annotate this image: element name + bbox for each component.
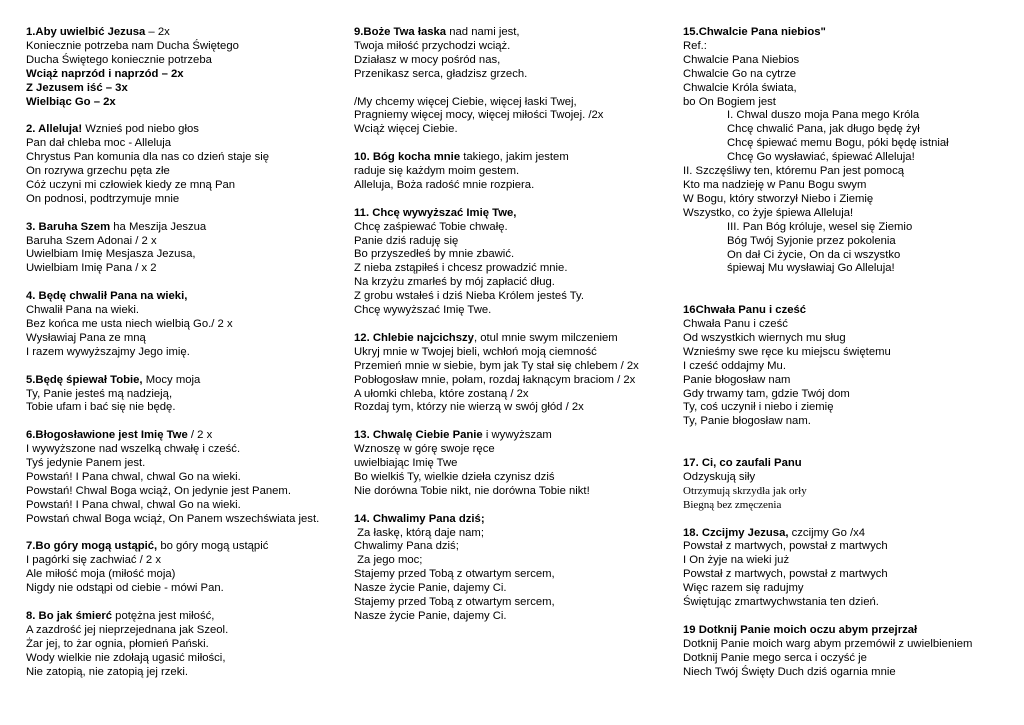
song-line: II. Szczęśliwy ten, któremu Pan jest pomocą [683,165,905,178]
song-title: 17. Ci, co zaufali Panu [683,457,802,470]
song-9 [354,26,672,137]
song-line: Niech Twój Święty Duch dziś ogarnia mnie [683,665,896,678]
song-line: Nie zatopią, nie zatopią jej rzeki. [26,665,189,678]
song-line: On podnosi, podtrzymuje mnie [26,192,180,205]
song-line: Chcę wywyższać Imię Twe. [354,304,492,317]
song-title-rest: Mocy moja [142,373,201,386]
song-title-rest: Wznieś pod niebo głos [82,123,199,136]
song-line: Bo wielkiś Ty, wielkie dzieła czynisz dziś [354,470,555,483]
song-title-rest: nad nami jest, [446,26,520,38]
song-line: Cóż uczyni mi człowiek kiedy ze mną Pan [26,178,236,191]
song-15 [683,26,1013,276]
song-line: /My chcemy więcej Ciebie, więcej łaski Twej, [354,95,577,108]
song-title: 3. Baruha Szem [26,220,111,233]
song-line: Biegną bez zmęczenia [683,498,782,511]
song-13 [354,429,672,499]
song-line: Przemień mnie w siebie, bym jak Ty stał się chlebem / 2x [354,359,639,372]
song-line: Powstań chwal Boga wciąż, On Panem wszechświata jest. [26,512,320,525]
song-line: Ty, Panie jesteś mą nadzieją, [26,387,173,400]
song-line: Nasze życie Panie, dajemy Ci. [354,582,507,595]
song-line: Nasze życie Panie, dajemy Ci. [354,609,507,622]
song-line: Za jego moc; [354,554,423,567]
song-line: Żar jej, to żar ognia, płomień Pański. [26,637,209,650]
song-title: 16Chwała Panu i cześć [683,304,807,317]
column-right [683,26,1013,693]
song-line: Przenikasz serca, gładzisz grzech. [354,67,528,80]
song-line-blank [354,82,672,96]
song-title: 6.Błogosławione jest Imię Twe [26,429,188,442]
song-line: Otrzymują skrzydła jak orły [683,484,807,497]
song-line: uwielbiając Imię Twe [354,457,458,470]
song-title-rest: potężna jest miłość, [112,609,215,622]
song-line: Bóg Twój Syjonie przez pokolenia [727,234,896,247]
song-line: Rozdaj tym, którzy nie wierzą w swój głód / 2x [354,401,584,414]
song-line: raduje się każdym moim gestem. [354,165,520,178]
song-line: Wznieśmy swe ręce ku miejscu świętemu [683,345,891,358]
song-title: 15.Chwalcie Pana niebios" [683,26,826,38]
song-line: Nigdy nie odstąpi od ciebie - mówi Pan. [26,582,224,595]
song-line: Koniecznie potrzeba nam Ducha Świętego [26,39,239,52]
song-line: Wznoszę w górę swoje ręce [354,443,495,456]
song-title: 5.Będę śpiewał Tobie, [26,373,143,386]
song-title: 19 Dotknij Panie moich oczu abym przejrzał [683,623,918,636]
song-line: On dał Ci życie, On da ci wszystko [727,248,901,261]
song-title-rest: i wywyższam [482,429,552,442]
song-line: Wysławiaj Pana ze mną [26,331,146,344]
song-line: A ułomki chleba, które zostaną / 2x [354,387,529,400]
song-3 [26,221,344,277]
song-line: Za łaskę, którą daje nam; [354,526,484,539]
song-line: Stajemy przed Tobą z otwartym sercem, [354,596,555,609]
song-title-rest: , otul mnie swym milczeniem [473,331,618,344]
song-line: Panie błogosław nam [683,373,791,386]
song-line: Tyś jedynie Panem jest. [26,457,146,470]
song-10 [354,151,672,193]
song-line: I pagórki się zachwiać / 2 x [26,554,161,567]
song-title-rest: – 2x [145,26,170,38]
song-line: Chwalcie Go na cytrze [683,67,797,80]
song-title: 2. Alleluja! [26,123,83,136]
song-line: Więc razem się radujmy [683,582,804,595]
song-line: Bez końca me usta niech wielbią Go./ 2 x [26,317,233,330]
song-line: Działasz w mocy pośród nas, [354,53,501,66]
song-title: 13. Chwalę Ciebie Panie [354,429,483,442]
song-line: Powstań! Chwal Boga wciąż, On jedynie jest Panem. [26,484,291,497]
song-title: 1.Aby uwielbić Jezusa [26,26,146,38]
song-line: Dotknij Panie mego serca i oczyść je [683,651,867,664]
song-line: Ducha Świętego koniecznie potrzeba [26,53,212,66]
song-line: Świętując zmartwychwstania ten dzień. [683,596,879,609]
song-14 [354,513,672,624]
song-line: Stajemy przed Tobą z otwartym sercem, [354,568,555,581]
song-line: Dotknij Panie moich warg abym przemówił z uwielbieniem [683,637,973,650]
song-2 [26,123,344,206]
song-line: śpiewaj Mu wysławiaj Go Alleluja! [727,262,895,275]
song-1 [26,26,344,109]
song-4 [26,290,344,360]
song-line: Kto ma nadzieję w Panu Bogu swym [683,178,867,191]
song-line: Alleluja, Boża radość mnie rozpiera. [354,178,535,191]
song-line: A zazdrość jej nieprzejednana jak Szeol. [26,623,229,636]
song-line: Pan dał chleba moc - Alleluja [26,137,172,150]
song-title: 10. Bóg kocha mnie [354,151,461,164]
song-line: Pragniemy więcej mocy, więcej miłości Twojej. /2x [354,109,604,122]
song-title: 18. Czcijmy Jezusa, [683,526,789,539]
song-line: Odzyskują siły [683,470,756,483]
song-line: I On żyje na wieki już [683,554,790,567]
song-line: Chcę śpiewać memu Bogu, póki będę istniał [727,137,949,150]
song-title-rest: takiego, jakim jestem [460,151,569,164]
song-line: Uwielbiam Imię Mesjasza Jezusa, [26,248,196,261]
song-title-rest: czcijmy Go /x4 [788,526,866,539]
song-line: On rozrywa grzechu pęta złe [26,165,170,178]
column-middle [354,26,672,638]
song-line: Wody wielkie nie zdołają ugasić miłości, [26,651,226,664]
song-line: W Bogu, który stworzył Niebo i Ziemię [683,192,874,205]
song-line: Wciąż więcej Ciebie. [354,123,458,136]
song-line: Na krzyżu zmarłeś by mój zapłacić dług. [354,276,555,289]
song-line: III. Pan Bóg króluje, wesel się Ziemio [727,220,913,233]
song-title: 7.Bo góry mogą ustąpić, [26,540,158,553]
song-line: Powstał z martwych, powstał z martwych [683,540,888,553]
song-line: Chcę chwalić Pana, jak długo będę żył [727,123,920,136]
song-title: 8. Bo jak śmierć [26,609,113,622]
song-line: Ref.: [683,39,707,52]
song-line: Chrystus Pan komunia dla nas co dzień staje się [26,151,270,164]
song-line: Chcę zaśpiewać Tobie chwałę. [354,220,508,233]
song-title-rest: / 2 x [187,429,213,442]
song-line: Tobie ufam i bać się nie będę. [26,401,176,414]
song-line: Chwała Panu i cześć [683,318,788,331]
song-line: Ty, Panie błogosław nam. [683,415,811,428]
song-line: Nie dorówna Tobie nikt, nie dorówna Tobie nikt! [354,484,590,497]
song-line: Twoja miłość przychodzi wciąż. [354,39,511,52]
column-left [26,26,344,693]
song-12 [354,332,672,415]
song-line: Wielbiąc Go – 2x [26,95,116,108]
song-18 [683,527,1013,610]
song-17 [683,457,1013,513]
song-line: Chwalcie Króla świata, [683,81,797,94]
song-7 [26,540,344,596]
song-line: Od wszystkich wiernych mu sług [683,331,846,344]
song-line: Wciąż naprzód i naprzód – 2x [26,67,184,80]
song-line: Ty, coś uczynił i niebo i ziemię [683,401,834,414]
song-title: 12. Chlebie najcichszy [354,331,474,344]
song-title-rest: bo góry mogą ustąpić [157,540,269,553]
song-line: Uwielbiam Imię Pana / x 2 [26,262,157,275]
song-line: Powstań! I Pana chwal, chwal Go na wieki. [26,498,241,511]
song-line: I cześć oddajmy Mu. [683,359,786,372]
song-line: Bo przyszedłeś by mnie zbawić. [354,248,515,261]
song-line: Chcę Go wysławiać, śpiewać Alleluja! [727,151,915,164]
song-line: Chwalimy Pana dziś; [354,540,459,553]
song-line: Powstał z martwych, powstał z martwych [683,568,888,581]
song-line: Baruha Szem Adonai / 2 x [26,234,157,247]
song-line: Z grobu wstałeś i dziś Nieba Królem jesteś Ty. [354,290,585,303]
song-line: Z nieba zstąpiłeś i chcesz prowadzić mnie. [354,262,568,275]
song-title: 9.Boże Twa łaska [354,26,447,38]
song-line: Z Jezusem iść – 3x [26,81,128,94]
song-line: Ale miłość moja (miłość moja) [26,568,176,581]
song-6 [26,429,344,526]
song-title: 11. Chcę wywyższać Imię Twe, [354,206,517,219]
song-line: I razem wywyższajmy Jego imię. [26,345,190,358]
song-line: Powstań! I Pana chwal, chwal Go na wieki. [26,470,241,483]
song-line: Chwalił Pana na wieki. [26,304,140,317]
song-title-rest: ha Meszija Jeszua [110,220,207,233]
song-11 [354,207,672,318]
song-line: Ukryj mnie w Twojej bieli, wchłoń moją ciemność [354,345,597,358]
song-line: Chwalcie Pana Niebios [683,53,800,66]
song-title: 14. Chwalimy Pana dziś; [354,512,485,525]
song-19 [683,624,1013,680]
song-line: I. Chwal duszo moja Pana mego Króla [727,109,920,122]
song-line: bo On Bogiem jest [683,95,776,108]
song-title: 4. Będę chwalił Pana na wieki, [26,290,188,303]
song-line: Pobłogosław mnie, połam, rozdaj łaknącym braciom / 2x [354,373,636,386]
song-line: Gdy trwamy tam, gdzie Twój dom [683,387,850,400]
song-line: I wywyższone nad wszelką chwałę i cześć. [26,443,241,456]
song-line: Wszystko, co żyje śpiewa Alleluja! [683,206,854,219]
song-16 [683,304,1013,429]
song-line: Panie dziś raduję się [354,234,459,247]
song-8 [26,610,344,680]
song-5 [26,374,344,416]
